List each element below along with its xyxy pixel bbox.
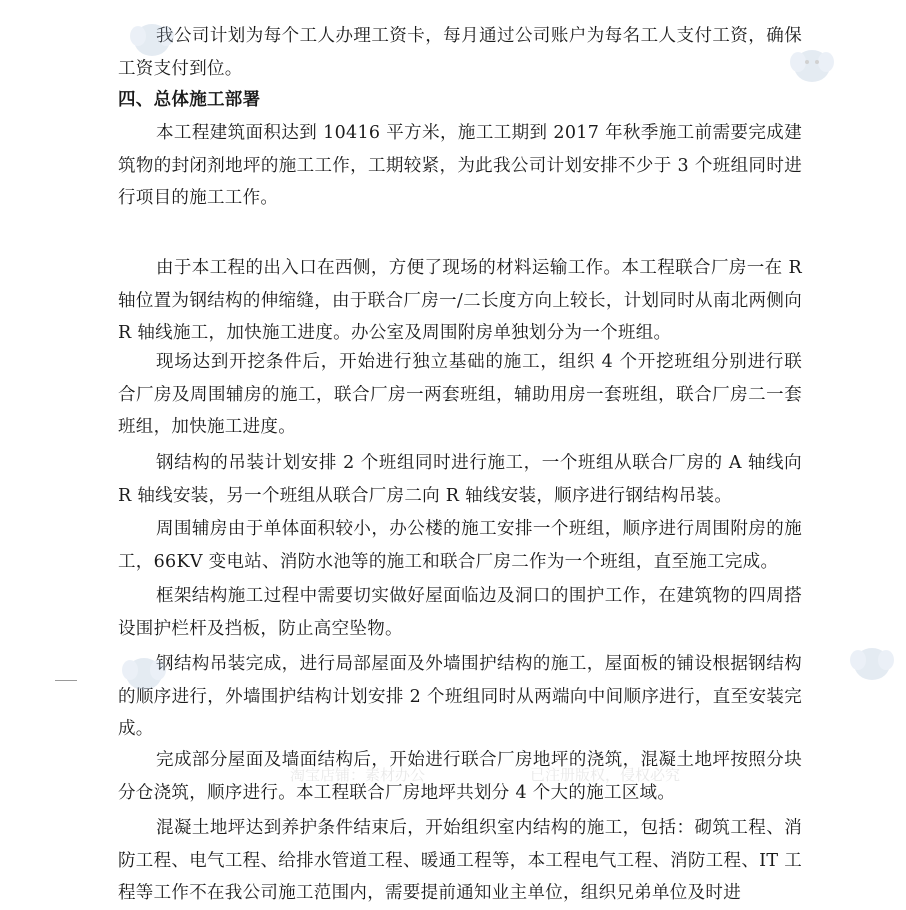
- paragraph-1: 本工程建筑面积达到 10416 平方米，施工工期到 2017 年秋季施工前需要完成建筑物的封闭剂地坪的施工工作，工期较紧，为此我公司计划安排不少于 3 个班组同时进行项目的施工工作。: [118, 123, 802, 208]
- paragraph-8: 完成部分屋面及墙面结构后，开始进行联合厂房地坪的浇筑，混凝土地坪按照分块分仓浇筑，顺序进行。本工程联合厂房地坪共划分 4 个大的施工区域。: [118, 750, 802, 803]
- paragraph-3: 现场达到开挖条件后，开始进行独立基础的施工，组织 4 个开挖班组分别进行联合厂房及周围辅房的施工，联合厂房一两套班组，辅助用房一套班组，联合厂房二一套班组，加快施工进度。: [118, 352, 802, 437]
- paragraph-2: 由于本工程的出入口在西侧，方便了现场的材料运输工作。本工程联合厂房一在 R 轴位置为钢结构的伸缩缝，由于联合厂房一/二长度方向上较长，计划同时从南北两侧向 R 轴线施工，加快施工进度。办公室及周围附房单独划分为一个班组。: [118, 258, 802, 343]
- watermark-registered-text: 已注册版权，侵权必究: [530, 766, 681, 784]
- section-heading: 四、总体施工部署: [118, 90, 261, 110]
- paragraph-6: 框架结构施工过程中需要切实做好屋面临边及洞口的围护工作，在建筑物的四周搭设围护栏杆及挡板，防止高空坠物。: [118, 586, 802, 639]
- paragraph-4: 钢结构的吊装计划安排 2 个班组同时进行施工，一个班组从联合厂房的 A 轴线向 R 轴线安装，另一个班组从联合厂房二向 R 轴线安装，顺序进行钢结构吊装。: [118, 453, 802, 506]
- elephant-watermark-icon: [848, 640, 896, 688]
- paragraph-9: 混凝土地坪达到养护条件结束后，开始组织室内结构的施工，包括：砌筑工程、消防工程、电气工程、给排水管道工程、暖通工程等，本工程电气工程、消防工程、IT 工程等工作不在我公司施工范围内，需要提前通知业主单位，组织兄弟单位及时进: [118, 818, 802, 903]
- intro-paragraph: 我公司计划为每个工人办理工资卡，每月通过公司账户为每名工人支付工资，确保工资支付到位。: [118, 26, 802, 79]
- paragraph-5: 周围辅房由于单体面积较小，办公楼的施工安排一个班组，顺序进行周围附房的施工，66KV 变电站、消防水池等的施工和联合厂房二作为一个班组，直至施工完成。: [118, 519, 802, 572]
- watermark-shop-text: 淘宝店铺：素材办公: [290, 766, 426, 784]
- paragraph-7: 钢结构吊装完成，进行局部屋面及外墙围护结构的施工，屋面板的铺设根据钢结构的顺序进行，外墙围护结构计划安排 2 个班组同时从两端向中间顺序进行，直至安装完成。: [118, 654, 802, 739]
- margin-mark: [55, 680, 77, 681]
